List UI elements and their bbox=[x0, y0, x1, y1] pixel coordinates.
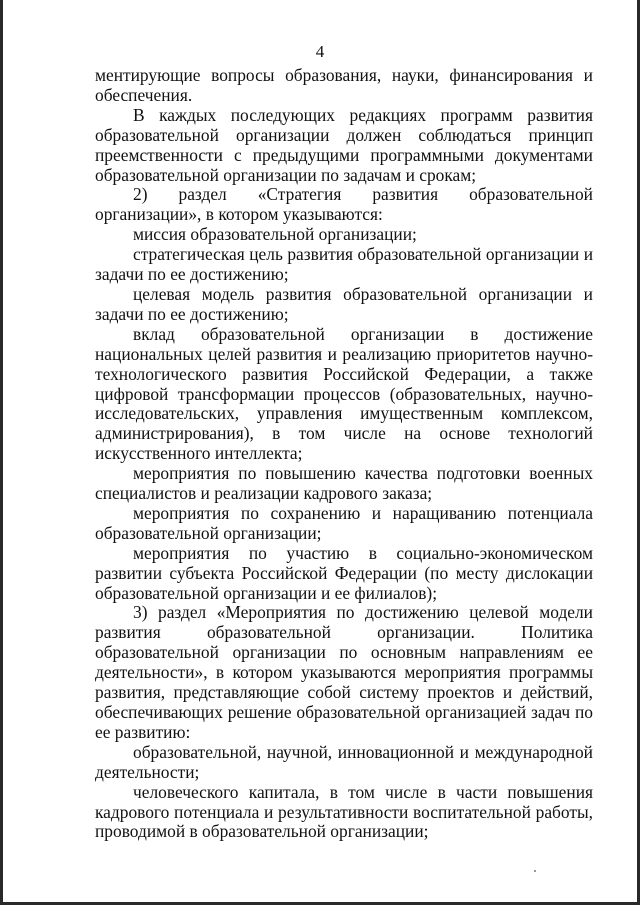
list-item-strategic-goal: стратегическая цель развития образовательной организации и задачи по ее достижению; bbox=[95, 244, 593, 285]
paragraph-editions-continuity: В каждых последующих редакциях программ развития образовательной организации должен соблюдаться принцип преемственности с предыдущими программными документами образовательной организации по задачам и срокам; bbox=[95, 104, 593, 185]
list-item-national-goals-contribution: вклад образовательной организации в достижение национальных целей развития и реализацию приоритетов научно-технологического развития Российской Федерации, а также цифровой трансформации процессов (образовательных, научно-исследовательских, управления имущественным комплексом, администрирования), в том числе на основе технологий искусственного интеллекта; bbox=[95, 323, 593, 464]
list-item-educational-scientific-activity: образовательной, научной, инновационной и международной деятельности; bbox=[95, 741, 593, 782]
scan-speck bbox=[534, 870, 536, 872]
document-body bbox=[95, 66, 593, 842]
page-number: 4 bbox=[315, 42, 325, 61]
list-item-target-model: целевая модель развития образовательной организации и задачи по ее достижению; bbox=[95, 283, 593, 324]
paragraph-continuation: ментирующие вопросы образования, науки, финансирования и обеспечения. bbox=[95, 65, 593, 105]
list-item-mission: миссия образовательной организации; bbox=[133, 224, 417, 245]
paragraph-section-3-measures: 3) раздел «Мероприятия по достижению целевой модели развития образовательной организации. Политика образовательной организации по основным направлениям ее деятельности», в котором указываются мероприятия программы развития, представляющие собой систему проектов и действий, обеспечивающих решение образовательной организацией задач по ее развитию: bbox=[95, 602, 593, 742]
list-item-regional-development-measures: мероприятия по участию в социально-экономическом развитии субъекта Российской Федерации (по месту дислокации образовательной организации и ее филиалов); bbox=[95, 542, 593, 603]
list-item-potential-preservation-measures: мероприятия по сохранению и наращиванию потенциала образовательной организации; bbox=[95, 502, 593, 543]
paragraph-section-2-strategy: 2) раздел «Стратегия развития образовательной организации», в котором указываются: bbox=[95, 184, 593, 225]
list-item-training-quality-measures: мероприятия по повышению качества подготовки военных специалистов и реализации кадрового заказа; bbox=[95, 463, 593, 504]
list-item-human-capital: человеческого капитала, в том числе в части повышения кадрового потенциала и результативности воспитательной работы, проводимой в образовательной организации; bbox=[95, 781, 593, 842]
